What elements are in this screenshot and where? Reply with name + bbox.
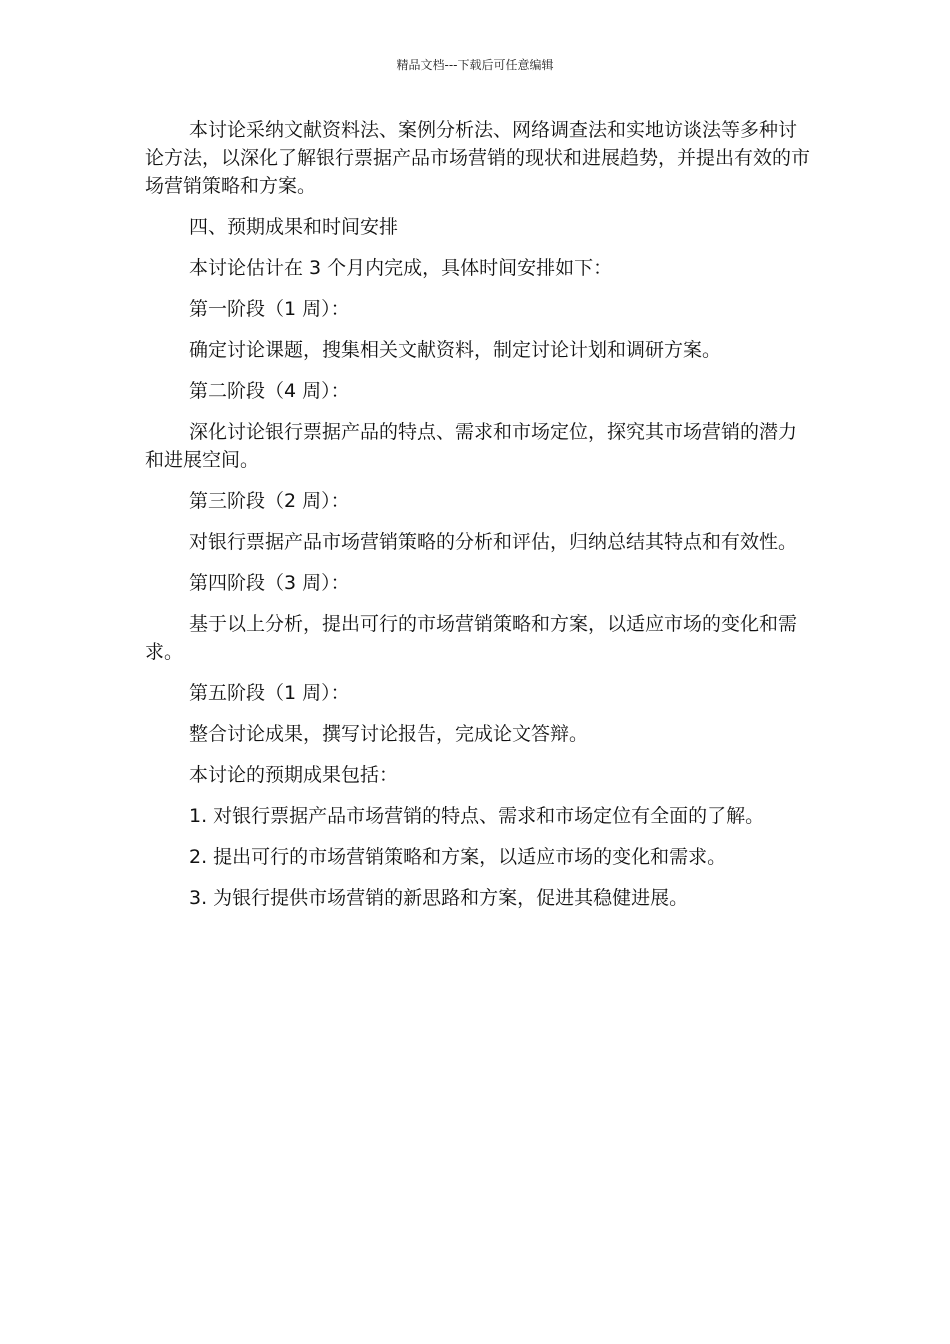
page-header: 精品文档---下载后可任意编辑 xyxy=(396,58,554,72)
phase-3-description: 对银行票据产品市场营销策略的分析和评估，归纳总结其特点和有效性。 xyxy=(189,531,798,553)
phase-2-title: 第二阶段（4 周）： xyxy=(189,380,350,402)
outcome-item-3: 3. 为银行提供市场营销的新思路和方案，促进其稳健进展。 xyxy=(189,887,689,909)
outcomes-intro: 本讨论的预期成果包括： xyxy=(189,764,399,786)
section-heading: 四、预期成果和时间安排 xyxy=(189,216,399,238)
schedule-intro: 本讨论估计在 3 个月内完成，具体时间安排如下： xyxy=(189,257,613,279)
phase-5-title: 第五阶段（1 周）： xyxy=(189,682,350,704)
outcome-item-1: 1. 对银行票据产品市场营销的特点、需求和市场定位有全面的了解。 xyxy=(189,805,765,827)
outcome-item-2: 2. 提出可行的市场营销策略和方案，以适应市场的变化和需求。 xyxy=(189,846,727,868)
phase-4-title: 第四阶段（3 周）： xyxy=(189,572,350,594)
phase-1-title: 第一阶段（1 周）： xyxy=(189,298,350,320)
phase-4-description: 基于以上分析，提出可行的市场营销策略和方案，以适应市场的变化和需求。 xyxy=(145,613,798,663)
phase-3-title: 第三阶段（2 周）： xyxy=(189,490,350,512)
document-body xyxy=(145,116,810,925)
phase-1-description: 确定讨论课题，搜集相关文献资料，制定讨论计划和调研方案。 xyxy=(189,339,722,361)
phase-5-description: 整合讨论成果，撰写讨论报告，完成论文答辩。 xyxy=(189,723,589,745)
phase-2-description: 深化讨论银行票据产品的特点、需求和市场定位，探究其市场营销的潜力和进展空间。 xyxy=(145,421,798,471)
intro-paragraph: 本讨论采纳文献资料法、案例分析法、网络调查法和实地访谈法等多种讨论方法，以深化了解银行票据产品市场营销的现状和进展趋势，并提出有效的市场营销策略和方案。 xyxy=(145,119,811,197)
